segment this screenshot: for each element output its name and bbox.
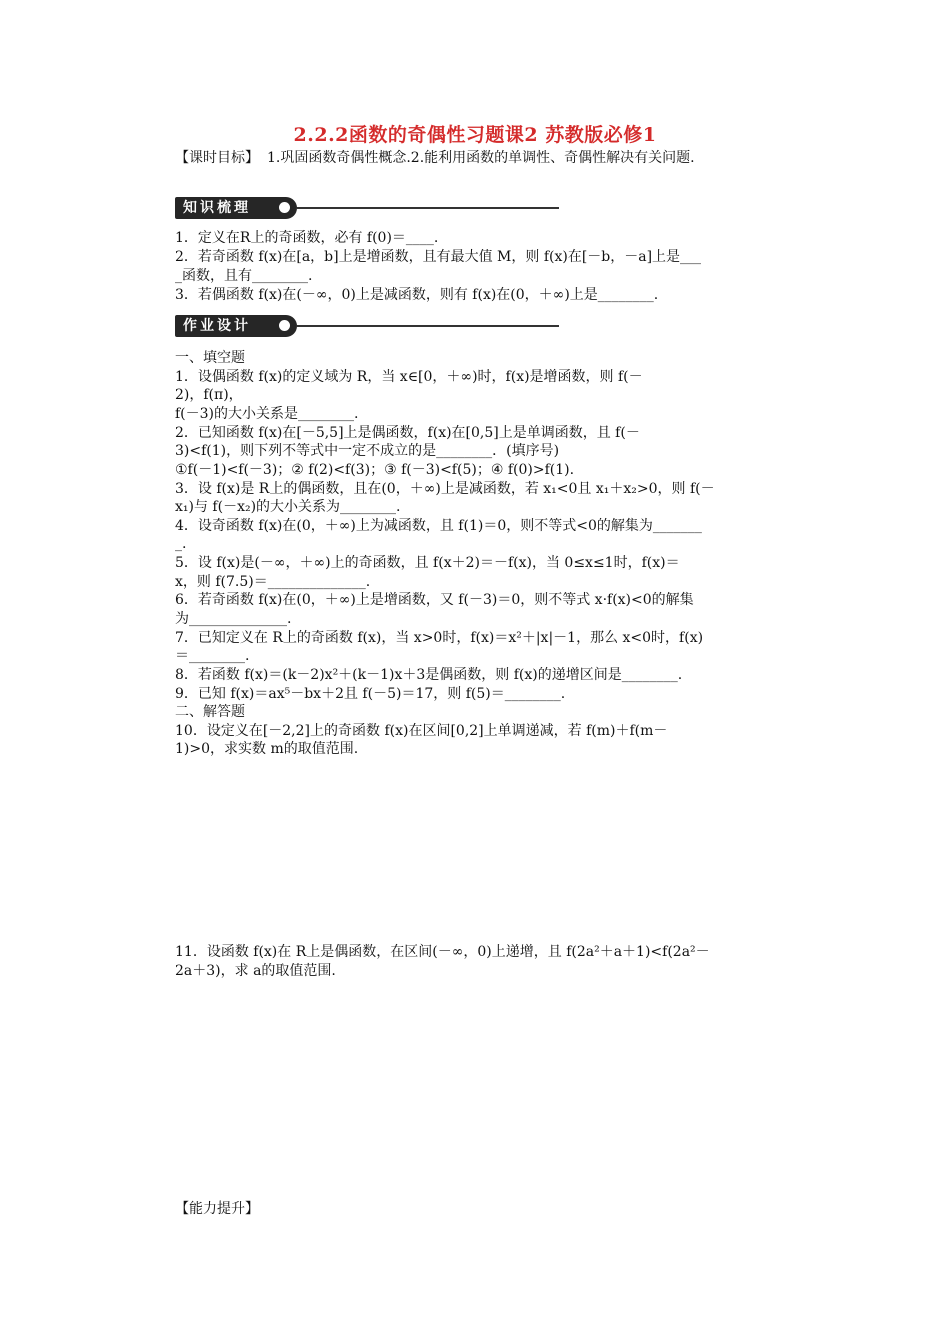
problem-line: 2．已知函数 f(x)在[－5,5]上是偶函数，f(x)在[0,5]上是单调函数，且 f(－ — [175, 425, 640, 441]
problem-line: f(－3)的大小关系是________. — [175, 406, 359, 422]
problem-line: ①f(－1)<f(－3)；② f(2)<f(3)；③ f(－3)<f(5)；④ f(0)>f(1). — [175, 462, 575, 478]
problem-line: 2)，f(π)， — [175, 387, 243, 403]
problem-line: 9．已知 f(x)＝ax⁵－bx＋2且 f(－5)＝17，则 f(5)＝________. — [175, 686, 566, 702]
section-banner: 作业设计 — [175, 315, 297, 337]
problem-line: 为______________. — [175, 611, 292, 627]
problem-line: _. — [175, 536, 187, 552]
problem-11-line: 2a＋3)，求 a的取值范围. — [175, 963, 336, 979]
part-title-answer: 二、解答题 — [175, 704, 245, 720]
problem-line: x₁)与 f(－x₂)的大小关系为________. — [175, 499, 401, 515]
knowledge-item-2: 2．若奇函数 f(x)在[a，b]上是增函数，且有最大值 M，则 f(x)在[－b，－a]上是___ — [175, 249, 702, 265]
knowledge-item-2-cont: _函数，且有________. — [175, 268, 313, 284]
problem-line: 7．已知定义在 R上的奇函数 f(x)，当 x>0时，f(x)＝x²＋|x|－1，那么 x<0时，f(x) — [175, 630, 704, 646]
problem-line: 6．若奇函数 f(x)在(0，＋∞)上是增函数，又 f(－3)＝0，则不等式 x·f(x)<0的解集 — [175, 592, 694, 608]
page-title: 2.2.2函数的奇偶性习题课2 苏教版必修1 — [293, 124, 657, 146]
problem-line: x，则 f(7.5)＝______________. — [175, 574, 371, 590]
banner-dot-icon — [279, 202, 290, 213]
lesson-goal-text: 1.巩固函数奇偶性概念.2.能利用函数的单调性、奇偶性解决有关问题. — [267, 150, 695, 166]
lesson-goal-tag: 【课时目标】 — [175, 150, 259, 166]
section-divider — [297, 325, 559, 327]
problem-line: 5．设 f(x)是(－∞，＋∞)上的奇函数，且 f(x＋2)＝－f(x)，当 0≤x≤1时，f(x)＝ — [175, 555, 680, 571]
lesson-goal — [175, 147, 695, 167]
problem-line: ＝________. — [175, 648, 250, 664]
problem-10-line: 10．设定义在[－2,2]上的奇函数 f(x)在区间[0,2]上单调递减，若 f(m)＋f(m－ — [175, 723, 668, 739]
problem-line: 8．若函数 f(x)＝(k－2)x²＋(k－1)x＋3是偶函数，则 f(x)的递增区间是________. — [175, 667, 683, 683]
section-banner: 知识梳理 — [175, 197, 297, 219]
section-tag-ability: 【能力提升】 — [175, 1201, 259, 1217]
problem-11-line: 11．设函数 f(x)在 R上是偶函数，在区间(－∞，0)上递增，且 f(2a²＋a＋1)<f(2a²－ — [175, 944, 710, 960]
problem-line: 1．设偶函数 f(x)的定义域为 R，当 x∈[0，＋∞)时，f(x)是增函数，则 f(－ — [175, 369, 643, 385]
section-divider — [297, 207, 559, 209]
banner-dot-icon — [279, 320, 290, 331]
knowledge-item-1: 1．定义在R上的奇函数，必有 f(0)＝____. — [175, 230, 439, 246]
problem-line: 3．设 f(x)是 R上的偶函数，且在(0，＋∞)上是减函数，若 x₁<0且 x₁＋x₂>0，则 f(－ — [175, 481, 715, 497]
part-title-fill-in: 一、填空题 — [175, 350, 245, 366]
problem-line: 3)<f(1)，则下列不等式中一定不成立的是________．(填序号) — [175, 443, 560, 459]
problem-line: 4．设奇函数 f(x)在(0，＋∞)上为减函数，且 f(1)＝0，则不等式<0的解集为_______ — [175, 518, 702, 534]
problem-10-line: 1)>0，求实数 m的取值范围. — [175, 741, 359, 757]
knowledge-item-3: 3．若偶函数 f(x)在(－∞，0)上是减函数，则有 f(x)在(0，＋∞)上是________. — [175, 287, 659, 303]
